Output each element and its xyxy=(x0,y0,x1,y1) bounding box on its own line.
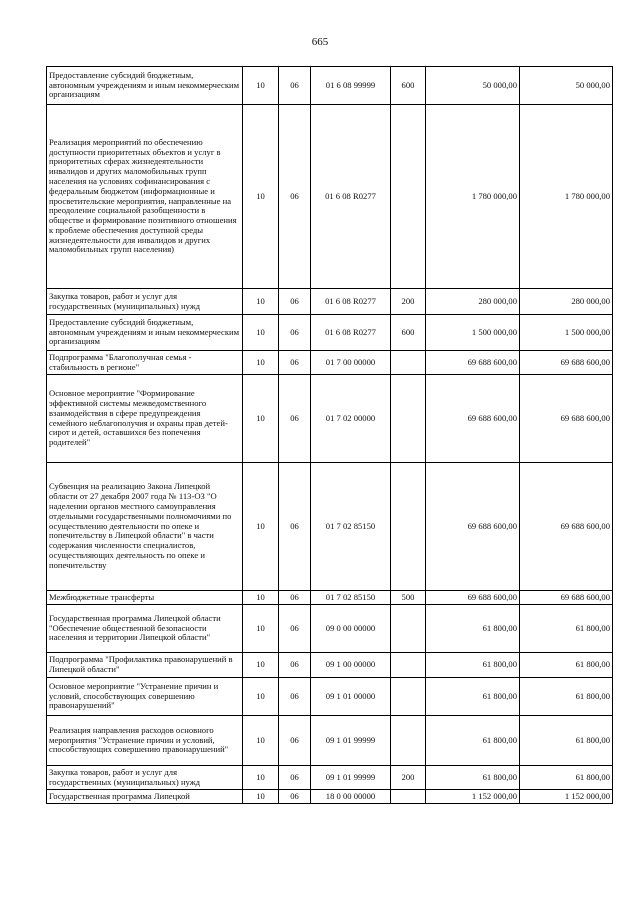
row-expense-type xyxy=(391,605,426,653)
row-amount-1: 69 688 600,00 xyxy=(426,591,520,605)
row-name: Предоставление субсидий бюджетным, автономным учреждениям и иным некоммерческим организациям xyxy=(47,67,243,105)
page-number: 665 xyxy=(311,36,329,48)
row-target: 01 6 08 99999 xyxy=(311,67,391,105)
row-amount-1: 61 800,00 xyxy=(426,678,520,716)
row-amount-1: 69 688 600,00 xyxy=(426,375,520,463)
row-amount-1: 1 500 000,00 xyxy=(426,315,520,351)
table-row xyxy=(47,375,613,463)
row-amount-1: 61 800,00 xyxy=(426,605,520,653)
table-row xyxy=(47,463,613,591)
table-row xyxy=(47,351,613,375)
row-name: Государственная программа Липецкой области "Обеспечение общественной безопасности населения и территории Липецкой области" xyxy=(47,605,243,653)
row-target: 01 7 02 00000 xyxy=(311,375,391,463)
row-target: 09 0 00 00000 xyxy=(311,605,391,653)
row-subsection: 06 xyxy=(279,653,311,678)
row-subsection: 06 xyxy=(279,678,311,716)
row-name: Подпрограмма "Профилактика правонарушений в Липецкой области" xyxy=(47,653,243,678)
row-section: 10 xyxy=(243,375,279,463)
row-section: 10 xyxy=(243,790,279,804)
row-section: 10 xyxy=(243,315,279,351)
row-name: Реализация мероприятий по обеспечению доступности приоритетных объектов и услуг в приоритетных сферах жизнедеятельности инвалидов и других маломобильных групп населения на условиях софинансирования с федеральным бюджетом (информационные и просветительские мероприятия, направленные на преодоление социальной разобщенности в обществе и формирование позитивного отношения к проблеме обеспечения доступной среды жизнедеятельности для инвалидов и других маломобильных групп населения) xyxy=(47,105,243,289)
row-target: 01 7 00 00000 xyxy=(311,351,391,375)
row-amount-1: 69 688 600,00 xyxy=(426,351,520,375)
row-section: 10 xyxy=(243,463,279,591)
row-expense-type xyxy=(391,790,426,804)
table-row xyxy=(47,766,613,790)
row-amount-1: 61 800,00 xyxy=(426,766,520,790)
row-expense-type xyxy=(391,653,426,678)
row-amount-2: 69 688 600,00 xyxy=(520,463,613,591)
row-amount-1: 1 152 000,00 xyxy=(426,790,520,804)
row-amount-2: 69 688 600,00 xyxy=(520,591,613,605)
row-subsection: 06 xyxy=(279,289,311,315)
row-amount-2: 1 500 000,00 xyxy=(520,315,613,351)
row-name: Основное мероприятие "Устранение причин и условий, способствующих совершению правонарушений" xyxy=(47,678,243,716)
row-amount-1: 69 688 600,00 xyxy=(426,463,520,591)
row-target: 09 1 01 99999 xyxy=(311,766,391,790)
row-target: 01 6 08 R0277 xyxy=(311,315,391,351)
row-target: 01 7 02 85150 xyxy=(311,591,391,605)
row-name: Предоставление субсидий бюджетным, автономным учреждениям и иным некоммерческим организациям xyxy=(47,315,243,351)
row-expense-type xyxy=(391,716,426,766)
row-target: 18 0 00 00000 xyxy=(311,790,391,804)
row-target: 09 1 00 00000 xyxy=(311,653,391,678)
row-section: 10 xyxy=(243,289,279,315)
row-name: Межбюджетные трансферты xyxy=(47,591,243,605)
row-expense-type: 200 xyxy=(391,766,426,790)
row-name: Закупка товаров, работ и услуг для государственных (муниципальных) нужд xyxy=(47,766,243,790)
row-name: Субвенция на реализацию Закона Липецкой области от 27 декабря 2007 года № 113-ОЗ "О наделении органов местного самоуправления отдельными государственными полномочиями по осуществлению деятельности по опеке и попечительству в Липецкой области" в части содержания численности специалистов, осуществляющих деятельность по опеке и попечительству xyxy=(47,463,243,591)
row-section: 10 xyxy=(243,653,279,678)
row-subsection: 06 xyxy=(279,790,311,804)
row-amount-2: 69 688 600,00 xyxy=(520,351,613,375)
row-amount-2: 61 800,00 xyxy=(520,653,613,678)
row-name: Реализация направления расходов основного мероприятия "Устранение причин и условий, способствующих совершению правонарушений" xyxy=(47,716,243,766)
row-name: Подпрограмма "Благополучная семья - стабильность в регионе" xyxy=(47,351,243,375)
row-target: 01 6 08 R0277 xyxy=(311,289,391,315)
table-row xyxy=(47,315,613,351)
row-amount-1: 61 800,00 xyxy=(426,716,520,766)
row-amount-1: 61 800,00 xyxy=(426,653,520,678)
row-section: 10 xyxy=(243,678,279,716)
row-name: Государственная программа Липецкой xyxy=(47,790,243,804)
row-amount-2: 69 688 600,00 xyxy=(520,375,613,463)
row-subsection: 06 xyxy=(279,766,311,790)
row-amount-2: 280 000,00 xyxy=(520,289,613,315)
row-subsection: 06 xyxy=(279,351,311,375)
row-amount-1: 1 780 000,00 xyxy=(426,105,520,289)
row-target: 09 1 01 99999 xyxy=(311,716,391,766)
table-row xyxy=(47,105,613,289)
row-expense-type xyxy=(391,105,426,289)
row-section: 10 xyxy=(243,67,279,105)
row-subsection: 06 xyxy=(279,67,311,105)
row-amount-2: 61 800,00 xyxy=(520,766,613,790)
row-subsection: 06 xyxy=(279,315,311,351)
table-row xyxy=(47,289,613,315)
table-row xyxy=(47,790,613,804)
row-section: 10 xyxy=(243,351,279,375)
row-amount-1: 280 000,00 xyxy=(426,289,520,315)
row-subsection: 06 xyxy=(279,105,311,289)
table-row xyxy=(47,678,613,716)
budget-table xyxy=(46,66,613,804)
row-amount-2: 1 780 000,00 xyxy=(520,105,613,289)
row-amount-2: 50 000,00 xyxy=(520,67,613,105)
row-name: Основное мероприятие "Формирование эффективной системы межведомственного взаимодействия в сфере предупреждения семейного неблагополучия и охраны прав детей-сирот и детей, оставшихся без попечения родителей" xyxy=(47,375,243,463)
row-subsection: 06 xyxy=(279,463,311,591)
row-section: 10 xyxy=(243,605,279,653)
row-section: 10 xyxy=(243,766,279,790)
row-expense-type xyxy=(391,463,426,591)
row-target: 01 6 08 R0277 xyxy=(311,105,391,289)
row-expense-type: 600 xyxy=(391,315,426,351)
row-amount-2: 1 152 000,00 xyxy=(520,790,613,804)
row-expense-type xyxy=(391,678,426,716)
row-amount-2: 61 800,00 xyxy=(520,605,613,653)
row-amount-2: 61 800,00 xyxy=(520,716,613,766)
table-row xyxy=(47,591,613,605)
row-section: 10 xyxy=(243,105,279,289)
row-name: Закупка товаров, работ и услуг для государственных (муниципальных) нужд xyxy=(47,289,243,315)
row-section: 10 xyxy=(243,716,279,766)
row-amount-2: 61 800,00 xyxy=(520,678,613,716)
table-row xyxy=(47,605,613,653)
row-section: 10 xyxy=(243,591,279,605)
row-target: 01 7 02 85150 xyxy=(311,463,391,591)
row-subsection: 06 xyxy=(279,605,311,653)
row-target: 09 1 01 00000 xyxy=(311,678,391,716)
row-subsection: 06 xyxy=(279,591,311,605)
table-row xyxy=(47,716,613,766)
row-expense-type: 600 xyxy=(391,67,426,105)
row-expense-type: 200 xyxy=(391,289,426,315)
table-row xyxy=(47,653,613,678)
row-amount-1: 50 000,00 xyxy=(426,67,520,105)
row-expense-type xyxy=(391,375,426,463)
row-expense-type: 500 xyxy=(391,591,426,605)
row-expense-type xyxy=(391,351,426,375)
row-subsection: 06 xyxy=(279,716,311,766)
table-row xyxy=(47,67,613,105)
row-subsection: 06 xyxy=(279,375,311,463)
